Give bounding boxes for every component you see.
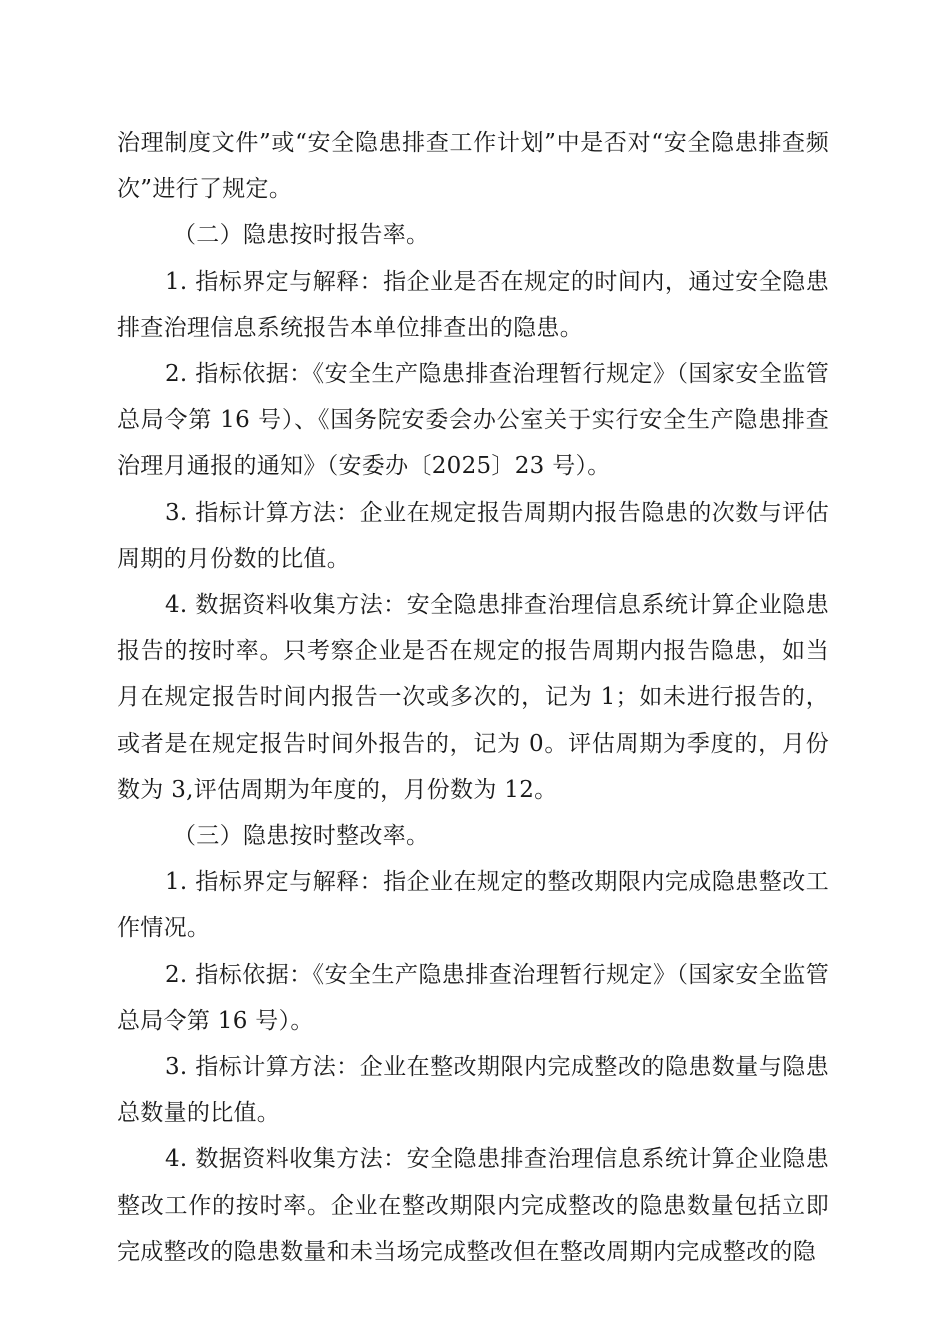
- paragraph-report-calculation: 3. 指标计算方法：企业在规定报告周期内报告隐患的次数与评估周期的月份数的比值。: [117, 499, 829, 572]
- paragraph-rectification-basis: 2. 指标依据：《安全生产隐患排查治理暂行规定》（国家安全监管总局令第 16 号）。: [117, 961, 829, 1034]
- paragraph-rectification-definition: 1. 指标界定与解释：指企业在规定的整改期限内完成隐患整改工作情况。: [117, 869, 829, 942]
- paragraph-report-data-collection: 4. 数据资料收集方法：安全隐患排查治理信息系统计算企业隐患报告的按时率。只考察企业是否在规定的报告周期内报告隐患，如当月在规定报告时间内报告一次或多次的，记为 1；如未进行报告的，或者是在规定报告时间外报告的，记为 0。评估周期为季度的，月份数为 3,评估周期为年度的，月份数为 12。: [117, 592, 829, 803]
- section-heading-report-rate: （二）隐患按时报告率。: [173, 222, 430, 249]
- paragraph-rectification-calculation: 3. 指标计算方法：企业在整改期限内完成整改的隐患数量与隐患总数量的比值。: [117, 1054, 829, 1127]
- paragraph-report-basis: 2. 指标依据：《安全生产隐患排查治理暂行规定》（国家安全监管总局令第 16 号）、《国务院安委会办公室关于实行安全生产隐患排查治理月通报的通知》（安委办〔2025〕23 号）。: [117, 361, 829, 480]
- paragraph-continuation: 治理制度文件”或“安全隐患排查工作计划”中是否对“安全隐患排查频次”进行了规定。: [117, 130, 829, 203]
- paragraph-report-definition: 1. 指标界定与解释：指企业是否在规定的时间内，通过安全隐患排查治理信息系统报告本单位排查出的隐患。: [117, 268, 829, 341]
- paragraph-rectification-data-collection: 4. 数据资料收集方法：安全隐患排查治理信息系统计算企业隐患整改工作的按时率。企业在整改期限内完成整改的隐患数量包括立即完成整改的隐患数量和未当场完成整改但在整改周期内完成整改的隐: [117, 1146, 829, 1265]
- document-page: [117, 120, 829, 1275]
- section-heading-rectification-rate: （三）隐患按时整改率。: [173, 823, 430, 850]
